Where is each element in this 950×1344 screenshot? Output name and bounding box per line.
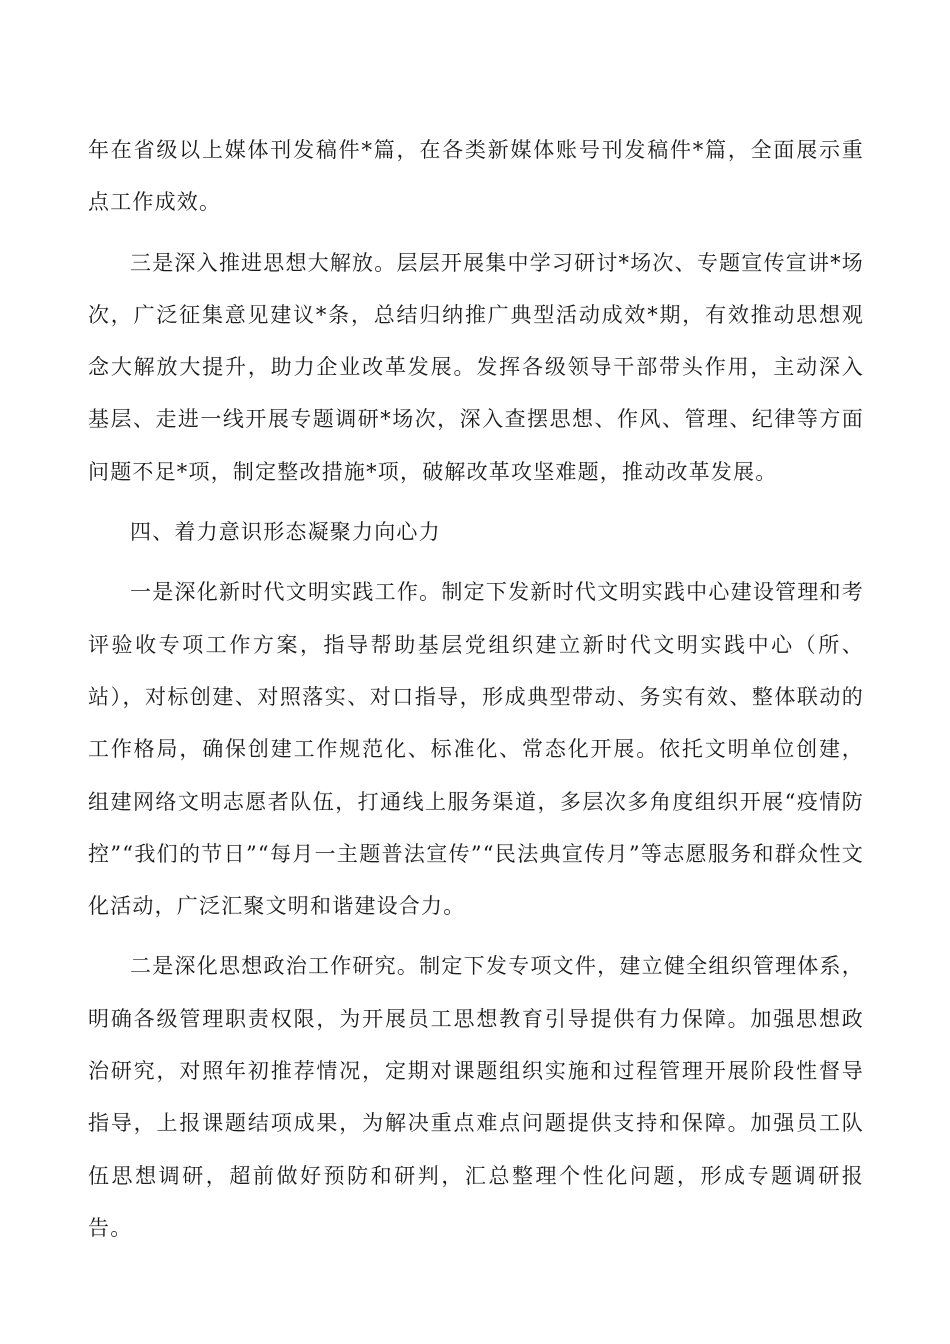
section-heading-ideology: 四、着力意识形态凝聚力向心力 bbox=[130, 520, 441, 545]
paragraph-thought-liberation: 三是深入推进思想大解放。层层开展集中学习研讨*场次、专题宣传宣讲*场次，广泛征集意见建议*条，总结归纳推广典型活动成效*期，有效推动思想观念大解放大提升，助力企业改革发展。发挥各级领导干部带头作用，主动深入基层、走进一线开展专题调研*场次，深入查摆思想、作风、管理、纪律等方面问题不足*项，制定整改措施*项，破解改革攻坚难题，推动改革发展。 bbox=[88, 250, 864, 484]
document-body bbox=[88, 124, 864, 1262]
paragraph-political-work-research: 二是深化思想政治工作研究。制定下发专项文件，建立健全组织管理体系，明确各级管理职责权限，为开展员工思想教育引导提供有力保障。加强思想政治研究，对照年初推荐情况，定期对课题组织实施和过程管理开展阶段性督导指导，上报课题结项成果，为解决重点难点问题提供支持和保障。加强员工队伍思想调研，超前做好预防和研判，汇总整理个性化问题，形成专题调研报告。 bbox=[88, 954, 864, 1240]
paragraph-continuation: 年在省级以上媒体刊发稿件*篇，在各类新媒体账号刊发稿件*篇，全面展示重点工作成效。 bbox=[88, 138, 864, 215]
paragraph-civilization-practice: 一是深化新时代文明实践工作。制定下发新时代文明实践中心建设管理和考评验收专项工作方案，指导帮助基层党组织建立新时代文明实践中心（所、站），对标创建、对照落实、对口指导，形成典型带动、务实有效、整体联动的工作格局，确保创建工作规范化、标准化、常态化开展。依托文明单位创建，组建网络文明志愿者队伍，打通线上服务渠道，多层次多角度组织开展“疫情防控”“我们的节日”“每月一主题普法宣传”“民法典宣传月”等志愿服务和群众性文化活动，广泛汇聚文明和谐建设合力。 bbox=[88, 580, 864, 919]
